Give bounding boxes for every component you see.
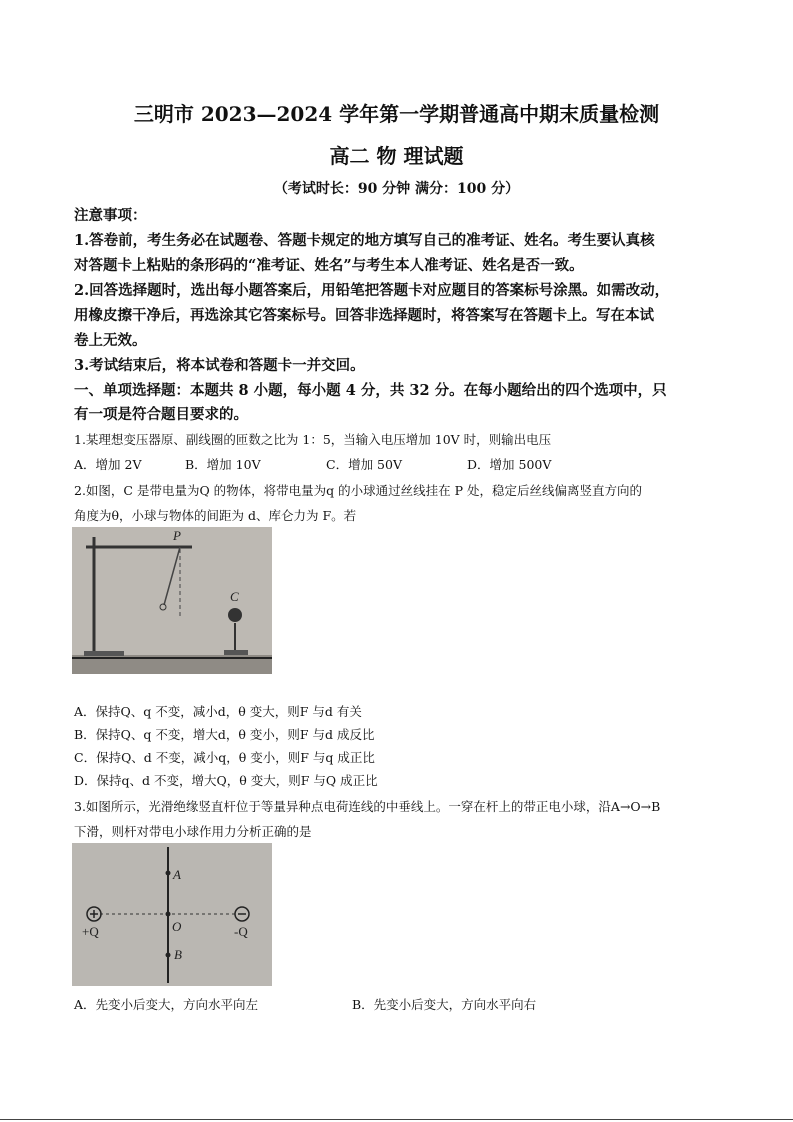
q2-option-a: A．保持Q、q 不变，减小d，θ 变大，则F 与d 有关 <box>74 704 362 719</box>
q3-option-b: B．先变小后变大，方向水平向右 <box>352 997 537 1012</box>
note-line: 对答题卡上粘贴的条形码的“准考证、姓名”与考生本人准考证、姓名是否一致。 <box>74 257 584 274</box>
q3-figure <box>72 843 272 986</box>
q1-option-a: A．增加 2V <box>74 457 142 472</box>
q2-option-d: D．保持q、d 不变，增大Q，θ 变大，则F 与Q 成正比 <box>74 773 378 788</box>
section-heading: 有一项是符合题目要求的。 <box>74 406 248 423</box>
q2-figure <box>72 527 272 674</box>
q1-stem: 1.某理想变压器原、副线圈的匝数之比为 1：5，当输入电压增加 10V 时，则输出电压 <box>74 432 552 447</box>
label-b: B <box>174 947 182 962</box>
q1-option-b: B．增加 10V <box>185 457 261 472</box>
exam-subtitle: 高二 物 理试题 <box>329 144 464 168</box>
note-line: 卷上无效。 <box>74 332 147 349</box>
q3-stem: 3.如图所示，光滑绝缘竖直杆位于等量异种点电荷连线的中垂线上。一穿在杆上的带正电小球，沿A→O→B <box>74 799 661 814</box>
label-positive-charge: +Q <box>82 924 99 939</box>
q1-option-d: D．增加 500V <box>467 457 552 472</box>
q1-option-c: C．增加 50V <box>326 457 402 472</box>
q3-option-a: A．先变小后变大，方向水平向左 <box>74 997 259 1012</box>
note-line: 1.答卷前，考生务必在试题卷、答题卡规定的地方填写自己的准考证、姓名。考生要认真核 <box>74 232 655 249</box>
note-line: 3.考试结束后，将本试卷和答题卡一并交回。 <box>74 357 365 374</box>
q2-stem: 角度为θ，小球与物体的间距为 d、库仑力为 F。若 <box>74 508 357 523</box>
label-p: P <box>173 528 181 543</box>
notes-heading: 注意事项： <box>74 207 147 224</box>
note-line: 2.回答选择题时，选出每小题答案后，用铅笔把答题卡对应题目的答案标号涂黑。如需改动， <box>74 282 670 299</box>
q3-stem: 下滑，则杆对带电小球作用力分析正确的是 <box>74 824 312 839</box>
exam-duration: （考试时长：90 分钟 满分：100 分） <box>273 181 520 197</box>
page-bottom-border <box>0 1119 793 1120</box>
label-negative-charge: -Q <box>234 924 248 939</box>
label-c: C <box>230 589 239 604</box>
q2-option-b: B．保持Q、q 不变，增大d，θ 变小，则F 与d 成反比 <box>74 727 375 742</box>
note-line: 用橡皮擦干净后，再选涂其它答案标号。回答非选择题时，将答案写在答题卡上。写在本试 <box>74 307 654 324</box>
section-heading: 一、单项选择题：本题共 8 小题，每小题 4 分，共 32 分。在每小题给出的四个选项中，只 <box>74 382 667 399</box>
exam-title: 三明市 2023—2024 学年第一学期普通高中期末质量检测 <box>133 102 660 126</box>
label-a: A <box>173 867 181 882</box>
q2-stem: 2.如图，C 是带电量为Q 的物体，将带电量为q 的小球通过丝线挂在 P 处，稳定后丝线偏离竖直方向的 <box>74 483 643 498</box>
q2-option-c: C．保持Q、d 不变，减小q，θ 变小，则F 与q 成正比 <box>74 750 375 765</box>
label-o: O <box>172 919 182 934</box>
